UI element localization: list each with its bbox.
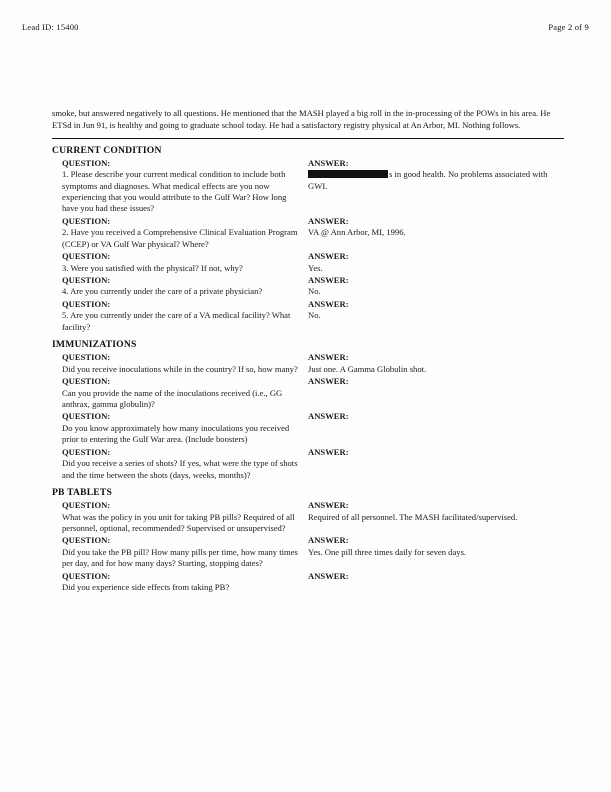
qa-header-row [62, 158, 564, 170]
question-label: QUESTION: [62, 535, 111, 546]
answer-label: ANSWER: [308, 157, 349, 168]
question-label: QUESTION: [62, 411, 111, 422]
qa-header-row [62, 251, 564, 263]
answer-text [308, 458, 564, 481]
question-label: QUESTION: [62, 251, 111, 262]
qa-block [62, 158, 564, 215]
qa-content-row [62, 388, 564, 411]
redaction-bar [308, 170, 388, 178]
answer-text: No. [308, 286, 321, 297]
question-text: 4. Are you currently under the care of a private physician? [62, 286, 263, 297]
question-label: QUESTION: [62, 352, 111, 363]
qa-block [62, 216, 564, 250]
question-text: Did you receive inoculations while in the country? If so, how many? [62, 363, 298, 374]
question-label: QUESTION: [62, 446, 111, 457]
section [52, 145, 564, 334]
answer-label: ANSWER: [308, 298, 349, 309]
qa-content-row [62, 458, 564, 481]
question-label: QUESTION: [62, 274, 111, 285]
answer-label: ANSWER: [308, 215, 349, 226]
lead-id-label: Lead ID: 15400 [22, 22, 79, 32]
answer-label: ANSWER: [308, 446, 349, 457]
question-text: Did you take the PB pill? How many pills per time, how many times per day, and for how many days? Starting, stopping dates? [62, 546, 298, 569]
section [52, 487, 564, 594]
answer-text: Just one. A Gamma Globulin shot. [308, 363, 427, 374]
question-text: 2. Have you received a Comprehensive Clinical Evaluation Program (CCEP) or VA Gulf War physical? Where? [62, 227, 298, 249]
question-label: QUESTION: [62, 215, 111, 226]
answer-text [308, 582, 564, 593]
answer-text: No. [308, 310, 321, 321]
section-title: IMMUNIZATIONS [52, 339, 137, 351]
answer-label: ANSWER: [308, 376, 349, 387]
answer-label: ANSWER: [308, 274, 349, 285]
answer-text: VA @ Ann Arbor, MI, 1996. [308, 227, 406, 238]
section-title: CURRENT CONDITION [52, 144, 162, 156]
answer-label: ANSWER: [308, 352, 349, 363]
qa-header-row [62, 500, 564, 512]
qa-content-row [62, 286, 564, 297]
qa-header-row [62, 447, 564, 459]
question-text: Did you experience side effects from taking PB? [62, 582, 230, 593]
qa-content-row [62, 582, 564, 593]
question-text: Do you know approximately how many inoculations you received prior to entering the Gulf War area. (Include boosters) [62, 422, 290, 445]
sections-container [52, 145, 564, 594]
question-label: QUESTION: [62, 298, 111, 309]
qa-header-row [62, 216, 564, 228]
section-title: PB TABLETS [52, 487, 113, 498]
qa-header-row [62, 571, 564, 583]
qa-header-row [62, 299, 564, 311]
qa-block [62, 275, 564, 298]
page-number-label: Page 2 of 9 [548, 22, 589, 32]
question-label: QUESTION: [62, 500, 111, 510]
question-label: QUESTION: [62, 157, 111, 168]
section [52, 339, 564, 481]
question-text: Did you receive a series of shots? If yes, what were the type of shots and the time between the shots (days, weeks, months)? [62, 458, 298, 480]
qa-header-row [62, 275, 564, 287]
answer-text [308, 388, 564, 411]
answer-text: Yes. [308, 262, 323, 273]
answer-text [308, 169, 564, 215]
question-text: 5. Are you currently under the care of a VA medical facility? What facility? [62, 310, 291, 332]
qa-block [62, 535, 564, 569]
qa-content-row [62, 364, 564, 375]
qa-block [62, 571, 564, 594]
qa-header-row [62, 411, 564, 423]
question-text: What was the policy in you unit for taking PB pills? Required of all personnel, optional, recommended? Supervised or unsupervised? [62, 511, 295, 533]
qa-content-row [62, 512, 564, 535]
qa-content-row [62, 263, 564, 274]
qa-content-row [62, 310, 564, 333]
answer-text-value: s in good health. No problems associated with GWI. [308, 169, 548, 191]
qa-block [62, 500, 564, 534]
answer-text: Yes. One pill three times daily for seven days. [308, 546, 467, 557]
qa-content-row [62, 547, 564, 570]
qa-block [62, 299, 564, 333]
answer-label: ANSWER: [308, 500, 349, 510]
document-body [52, 108, 564, 595]
qa-header-row [62, 376, 564, 388]
answer-label: ANSWER: [308, 251, 349, 262]
page-header [22, 22, 589, 32]
question-label: QUESTION: [62, 376, 111, 387]
qa-block [62, 352, 564, 375]
qa-header-row [62, 535, 564, 547]
qa-block [62, 251, 564, 274]
qa-content-row [62, 423, 564, 446]
answer-text [308, 423, 564, 446]
qa-header-row [62, 352, 564, 364]
qa-block [62, 447, 564, 481]
answer-label: ANSWER: [308, 535, 349, 546]
intro-paragraph: smoke, but answered negatively to all questions. He mentioned that the MASH played a big roll in the in-processing of the POWs in his area. He ETSd in Jun 91, is healthy and going to graduate school today. He had a satisfactory registry physical at An Arbor, MI. Nothing follows. [52, 108, 551, 130]
question-text: Can you provide the name of the inoculations received (i.e., GG anthrax, gamma globulin)? [62, 387, 283, 409]
qa-content-row [62, 169, 564, 215]
qa-block [62, 411, 564, 445]
qa-block [62, 376, 564, 410]
question-text: 1. Please describe your current medical condition to include both symptoms and diagnoses. What medical effects are you now experiencing that you would attribute to the Gulf War? How long have you had these issues? [62, 169, 287, 214]
answer-label: ANSWER: [308, 570, 349, 581]
question-text: 3. Were you satisfied with the physical? If not, why? [62, 262, 243, 273]
question-label: QUESTION: [62, 570, 111, 581]
answer-text: Required of all personnel. The MASH facilitated/supervised. [308, 511, 518, 522]
header-divider [52, 138, 564, 139]
qa-content-row [62, 227, 564, 250]
answer-label: ANSWER: [308, 411, 349, 422]
